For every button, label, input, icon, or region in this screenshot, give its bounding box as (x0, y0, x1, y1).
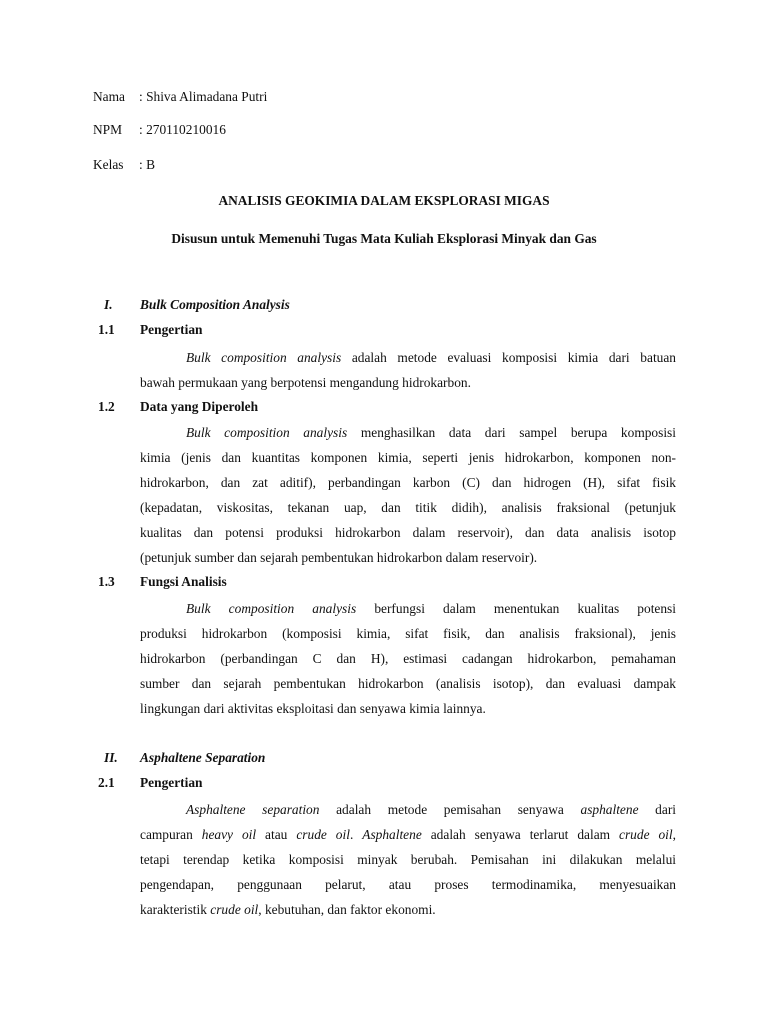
paragraph-line: lingkungan dari aktivitas eksploitasi dan senyawa kimia lainnya. (140, 701, 486, 716)
nama-label: Nama (93, 89, 125, 104)
subsection-heading: Pengertian (140, 322, 203, 337)
subsection-heading-row (0, 773, 768, 793)
paragraph (140, 596, 676, 721)
paragraph-line: kimia (jenis dan kuantitas komponen kimia, seperti jenis hidrokarbon, komponen non- (140, 450, 676, 465)
paragraph-line: Bulk composition analysis menghasilkan data dari sampel berupa komposisi (186, 425, 676, 440)
identity-kelas-row (93, 155, 155, 175)
paragraph (140, 345, 676, 395)
subsection-heading-row (0, 572, 768, 592)
subsection-number: 1.2 (98, 399, 115, 414)
paragraph-line: hidrokarbon, dan zat aditif), perbandingan karbon (C) dan hidrogen (H), sifat fisik (140, 475, 676, 490)
section-roman-number: I. (104, 297, 113, 312)
kelas-value: : B (139, 157, 155, 172)
paragraph (140, 797, 676, 922)
section-roman-number: II. (104, 750, 118, 765)
paragraph (140, 420, 676, 570)
paragraph-line: (kepadatan, viskositas, tekanan uap, dan titik didih), analisis fraksional (petunjuk (140, 500, 676, 515)
paragraph-line: campuran heavy oil atau crude oil. Asphaltene adalah senyawa terlarut dalam crude oil, (140, 827, 676, 842)
paragraph-line: Asphaltene separation adalah metode pemisahan senyawa asphaltene dari (186, 802, 676, 817)
paragraph-line: kualitas dan potensi produksi hidrokarbon dalam reservoir), dan data analisis isotop (140, 525, 676, 540)
paragraph-line: sumber dan sejarah pembentukan hidrokarbon (analisis isotop), dan evaluasi dampak (140, 676, 676, 691)
subsection-heading: Pengertian (140, 775, 203, 790)
document-subtitle: Disusun untuk Memenuhi Tugas Mata Kuliah Eksplorasi Minyak dan Gas (171, 231, 597, 246)
paragraph-line: produksi hidrokarbon (komposisi kimia, sifat fisik, dan analisis fraksional), jenis (140, 626, 676, 641)
paragraph-line: tetapi terendap ketika komposisi minyak berubah. Pemisahan ini dilakukan melalui (140, 852, 676, 867)
section-heading: Asphaltene Separation (140, 750, 266, 765)
paragraph-line: Bulk composition analysis berfungsi dalam menentukan kualitas potensi (186, 601, 676, 616)
paragraph-line: (petunjuk sumber dan sejarah pembentukan hidrokarbon dalam reservoir). (140, 550, 538, 565)
identity-nama-row (93, 87, 267, 107)
subsection-number: 1.1 (98, 322, 115, 337)
section-heading: Bulk Composition Analysis (140, 297, 290, 312)
paragraph-line: karakteristik crude oil, kebutuhan, dan faktor ekonomi. (140, 902, 436, 917)
subsection-heading-row (0, 397, 768, 417)
document-title: ANALISIS GEOKIMIA DALAM EKSPLORASI MIGAS (218, 193, 550, 208)
kelas-label: Kelas (93, 157, 124, 172)
paragraph-line: Bulk composition analysis adalah metode evaluasi komposisi kimia dari batuan (186, 350, 676, 365)
nama-value: : Shiva Alimadana Putri (139, 89, 268, 104)
subsection-number: 1.3 (98, 574, 115, 589)
npm-value: : 270110210016 (139, 122, 226, 137)
subsection-heading: Data yang Diperoleh (140, 399, 259, 414)
subsection-heading: Fungsi Analisis (140, 574, 227, 589)
paragraph-line: bawah permukaan yang berpotensi mengandung hidrokarbon. (140, 375, 471, 390)
identity-npm-row (93, 120, 226, 140)
npm-label: NPM (93, 122, 123, 137)
paragraph-line: hidrokarbon (perbandingan C dan H), estimasi cadangan hidrokarbon, pemahaman (140, 651, 676, 666)
section-heading-row (0, 295, 768, 315)
subsection-number: 2.1 (98, 775, 115, 790)
subsection-heading-row (0, 320, 768, 340)
section-heading-row (0, 748, 768, 768)
paragraph-line: pengendapan, penggunaan pelarut, atau proses termodinamika, menyesuaikan (140, 877, 676, 892)
